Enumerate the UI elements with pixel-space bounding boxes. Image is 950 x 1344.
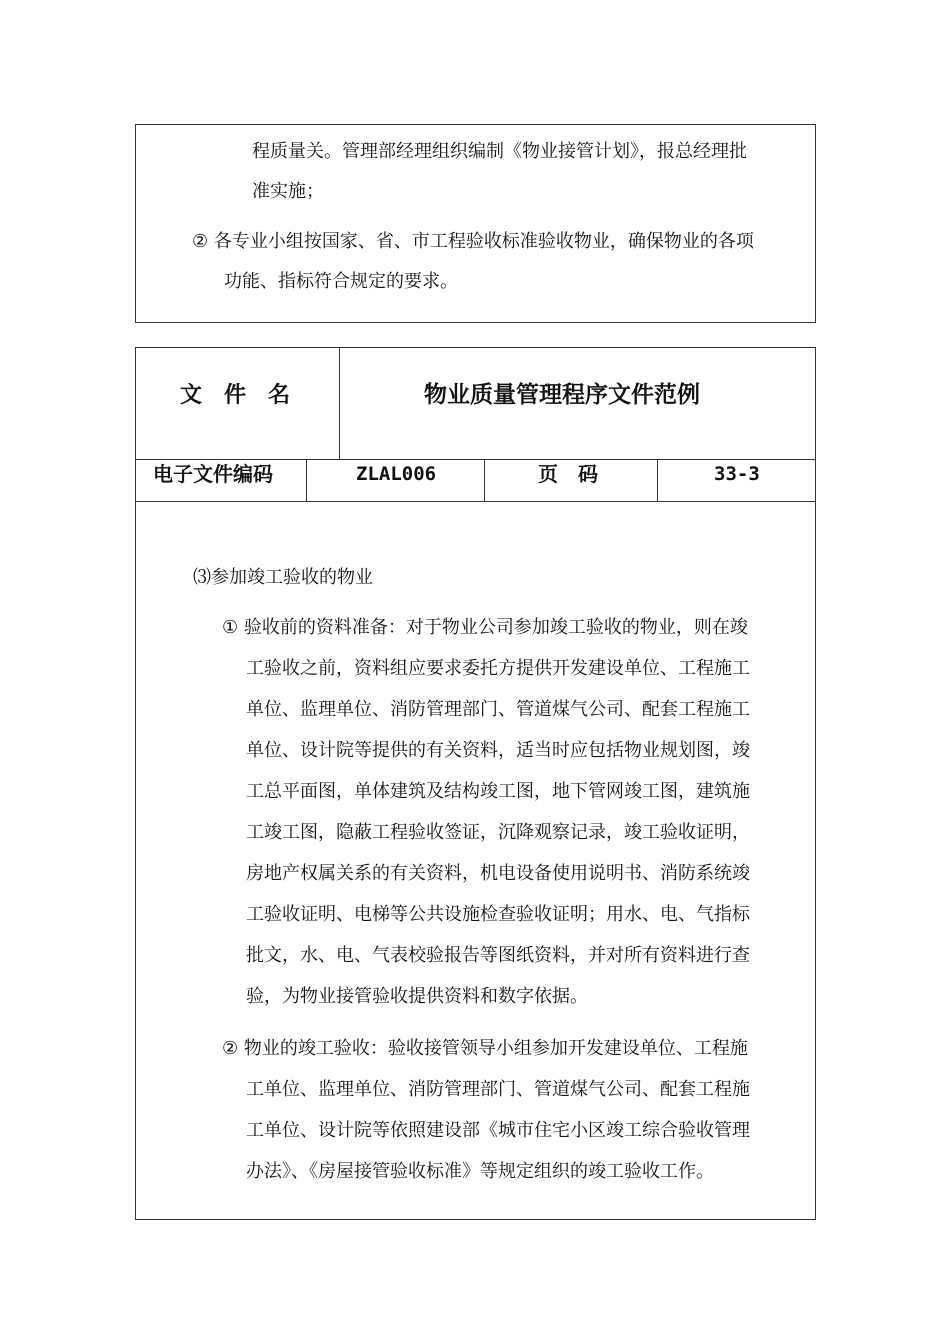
page-label: 页 码 xyxy=(538,462,598,486)
continuation-item-2-line: ② 各专业小组按国家、省、市工程验收标准验收物业，确保物业的各项 xyxy=(192,231,754,252)
item-1-line: 批文，水、电、气表校验报告等图纸资料，并对所有资料进行查 xyxy=(246,945,750,966)
item-1-line: 工总平面图，单体建筑及结构竣工图，地下管网竣工图，建筑施 xyxy=(246,781,750,802)
item-1-line: 单位、监理单位、消防管理部门、管道煤气公司、配套工程施工 xyxy=(246,699,750,720)
section-heading: ⑶参加竣工验收的物业 xyxy=(193,567,373,588)
item-2-line: 工单位、监理单位、消防管理部门、管道煤气公司、配套工程施 xyxy=(246,1079,750,1100)
file-name-label: 文 件 名 xyxy=(180,383,291,408)
item-1-line: 工验收证明、电梯等公共设施检查验收证明；用水、电、气指标 xyxy=(246,904,750,925)
column-divider xyxy=(484,459,485,502)
item-2-line: 办法》、《房屋接管验收标准》等规定组织的竣工验收工作。 xyxy=(246,1161,714,1182)
item-1-line: 验，为物业接管验收提供资料和数字依据。 xyxy=(246,986,588,1007)
item-1-line: ① 验收前的资料准备：对于物业公司参加竣工验收的物业，则在竣 xyxy=(222,617,748,638)
item-2-line: 工单位、设计院等依照建设部《城市住宅小区竣工综合验收管理 xyxy=(246,1120,750,1141)
continuation-line: 程质量关。管理部经理组织编制《物业接管计划》，报总经理批 xyxy=(252,141,747,162)
item-1-line: 房地产权属关系的有关资料，机电设备使用说明书、消防系统竣 xyxy=(246,863,750,884)
column-divider xyxy=(657,459,658,502)
page-number: 33-3 xyxy=(714,463,760,485)
item-1-line: 单位、设计院等提供的有关资料，适当时应包括物业规划图，竣 xyxy=(246,740,750,761)
continuation-box xyxy=(135,124,816,323)
column-divider xyxy=(306,459,307,502)
continuation-item-2-line: 功能、指标符合规定的要求。 xyxy=(224,271,458,292)
continuation-line: 准实施； xyxy=(252,181,324,202)
item-2-line: ② 物业的竣工验收：验收接管领导小组参加开发建设单位、工程施 xyxy=(222,1038,748,1059)
row-divider xyxy=(136,459,815,460)
row-divider xyxy=(136,501,815,502)
column-divider xyxy=(339,348,340,460)
item-1-line: 工竣工图，隐蔽工程验收签证，沉降观察记录，竣工验收证明， xyxy=(246,822,750,843)
file-code-value: ZLAL006 xyxy=(356,463,437,485)
document-title: 物业质量管理程序文件范例 xyxy=(424,382,700,408)
item-1-line: 工验收之前，资料组应要求委托方提供开发建设单位、工程施工 xyxy=(246,658,750,679)
file-code-label: 电子文件编码 xyxy=(153,462,273,486)
document-table xyxy=(135,347,816,1220)
